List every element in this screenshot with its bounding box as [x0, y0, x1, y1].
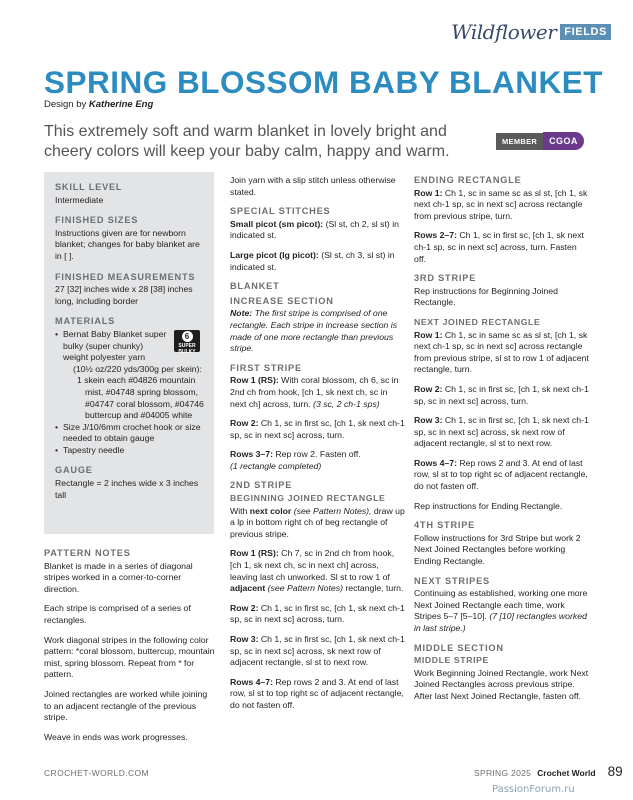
paragraph: Large picot (lg picot): (Sl st, ch 3, sl st) in indicated st.: [230, 249, 395, 272]
pattern-notes-heading: PATTERN NOTES: [44, 548, 131, 558]
sidebar: [44, 172, 214, 534]
first-stripe-heading: FIRST STRIPE: [230, 362, 302, 373]
paragraph: Weave in ends was work progresses.: [44, 731, 188, 742]
paragraph: Row 2: Ch 1, sc in first sc, [ch 1, sk next ch-1 sp, sc in next sc] across, turn.: [230, 602, 405, 625]
next-joined-rectangle-heading: NEXT JOINED RECTANGLE: [414, 316, 541, 327]
intro-text: This extremely soft and warm blanket in lovely bright and cheery colors will keep your baby calm, happy and warm.: [44, 123, 450, 160]
column-3: [414, 175, 590, 711]
paragraph: Join yarn with a slip stitch unless otherwise stated.: [230, 175, 396, 197]
special-stitches-heading: SPECIAL STITCHES: [230, 206, 331, 217]
member-label: MEMBER: [496, 133, 543, 150]
middle-section-heading: MIDDLE SECTION: [414, 642, 504, 653]
paragraph: Row 1: Ch 1, sc in same sc as sl st, [ch 1, sk next ch-1 sp, sc in next sc] across rectangle from previous stripe, sl st to row 1 of adjacent rectangle, turn.: [414, 329, 589, 375]
ending-rectangle-heading: ENDING RECTANGLE: [414, 175, 522, 185]
paragraph: Work diagonal stripes in the following color pattern: *coral blossom, buttercup, mountain mist, spring blossom. Repeat from * for pattern.: [44, 634, 215, 680]
paragraph: Joined rectangles are worked while joining to an adjacent rectangle of the previous stripe.: [44, 688, 208, 723]
middle-stripe-heading: MIDDLE STRIPE: [414, 655, 489, 666]
paragraph: Each stripe is comprised of a series of rectangles.: [44, 603, 191, 625]
beginning-joined-rectangle-heading: BEGINNING JOINED RECTANGLE: [230, 493, 386, 504]
increase-section-heading: INCREASE SECTION: [230, 295, 334, 306]
skill-level-text: Intermediate: [55, 194, 104, 205]
paragraph: Note: The first stripe is comprised of one rectangle. Each stripe in increase section is made of one more rectangle than previous stripe.: [230, 308, 398, 354]
gauge-text: Rectangle = 2 inches wide x 3 inches tall: [55, 478, 199, 500]
finished-sizes-heading: FINISHED SIZES: [55, 215, 139, 226]
finished-measurements-heading: FINISHED MEASUREMENTS: [55, 271, 196, 282]
paragraph: Rows 2–7: Ch 1, sc in first sc, [ch 1, sk next ch-1 sp, sc in next sc] across, turn. Fasten off.: [414, 230, 584, 264]
brand-logo: [451, 20, 611, 44]
footer-magazine: Crochet World: [537, 768, 596, 778]
next-stripes-heading: NEXT STRIPES: [414, 575, 490, 586]
blanket-heading: BLANKET: [230, 281, 280, 292]
finished-measurements-text: 27 [32] inches wide x 28 [38] inches long, including border: [55, 284, 193, 306]
list-item: • Size J/10/6mm crochet hook or size needed to obtain gauge: [55, 422, 204, 445]
page-number: 89: [607, 764, 623, 779]
third-stripe-heading: 3RD STRIPE: [414, 273, 477, 284]
pattern-notes: [44, 548, 216, 751]
finished-sizes-text: Instructions given are for newborn blanket; changes for baby blanket are in [ ].: [55, 227, 200, 261]
member-badge: [496, 130, 596, 152]
designer-credit: Design by Katherine Eng: [44, 99, 154, 110]
cgoa-logo: CGOA: [543, 132, 584, 150]
paragraph: Rows 3–7: Rep row 2. Fasten off. (1 rectangle completed): [230, 449, 361, 471]
footer-site: CROCHET-WORLD.COM: [44, 768, 150, 778]
paragraph: Rows 4–7: Rep rows 2 and 3. At end of last row, sl st to top right sc of adjacent rectangle, do not fasten off.: [414, 457, 588, 492]
paragraph: Work Beginning Joined Rectangle, work Next Joined Rectangles across previous stripe. After last Next Joined Rectangle, fasten off.: [414, 667, 589, 701]
list-item: • 6 SUPER BULKY Bernat Baby Blanket super bulky (super chunky) weight polyester yarn (10½ oz/220 yds/300g per skein): 1 skein each #04826 mountain mist, #04748 spring blossom, #04747 coral blossom, #04746 buttercup and #04005 white: [55, 329, 204, 422]
designer-name: Katherine Eng: [88, 99, 154, 110]
fourth-stripe-heading: 4TH STRIPE: [414, 520, 476, 531]
skill-level-heading: SKILL LEVEL: [55, 182, 123, 192]
paragraph: Row 1 (RS): Ch 7, sc in 2nd ch from hook, [ch 1, sk next ch, sc in next ch] across, leaving last ch unworked. Sl st to row 1 of adjacent (see Pattern Notes) rectangle, turn.: [230, 548, 404, 594]
column-2: [230, 175, 405, 720]
yarn-weight-icon: • 6 SUPER BULKY: [174, 330, 200, 352]
footer-folio: [474, 764, 623, 779]
paragraph: Row 1: Ch 1, sc in same sc as sl st, [ch 1, sk next ch-1 sp, sc in next sc] across rectangle from previous stripe, turn.: [414, 187, 588, 221]
paragraph: Row 1 (RS): With coral blossom, ch 6, sc in 2nd ch from hook, [ch 1, sk next ch, sc in next ch] across, turn. (3 sc, 2 ch-1 sps): [230, 375, 399, 409]
paragraph: Row 2: Ch 1, sc in first sc, [ch 1, sk next ch-1 sp, sc in next sc] across, turn.: [230, 418, 405, 440]
paragraph: Follow instructions for 3rd Stripe but work 2 Next Joined Rectangles before working Ending Rectangle.: [414, 532, 581, 567]
paragraph: Rep instructions for Ending Rectangle.: [414, 500, 563, 511]
paragraph: Rep instructions for Beginning Joined Rectangle.: [414, 285, 558, 308]
gauge-heading: GAUGE: [55, 465, 93, 476]
paragraph: Rows 4–7: Rep rows 2 and 3. At end of last row, sl st to top right sc of adjacent rectangle, do not fasten off.: [230, 676, 404, 710]
footer-season: SPRING 2025: [474, 768, 532, 778]
brand-fields: FIELDS: [560, 24, 611, 40]
paragraph: Continuing as established, working one more Next Joined Rectangle each time, work Stripes 5–7 [5–10]. (7 [10] rectangles worked in last stripe.): [414, 588, 588, 633]
materials-list: [55, 329, 204, 457]
second-stripe-heading: 2ND STRIPE: [230, 480, 293, 491]
paragraph: Small picot (sm picot): (Sl st, ch 2, sl st) in indicated st.: [230, 218, 399, 241]
paragraph: Row 3: Ch 1, sc in first sc, [ch 1, sk next ch-1 sp, sc in next sc] across, sk next row of adjacent rectangle, sl st to next row.: [414, 415, 589, 449]
paragraph: Row 2: Ch 1, sc in first sc, [ch 1, sk next ch-1 sp, sc in next sc] across, turn.: [414, 383, 589, 406]
paragraph: With next color (see Pattern Notes), draw up a lp in bottom right ch of beg rectangle of previous stripe.: [230, 505, 405, 539]
materials-heading: MATERIALS: [55, 316, 116, 327]
watermark: PassionForum.ru: [492, 784, 575, 795]
page-title: SPRING BLOSSOM BABY BLANKET: [44, 64, 603, 100]
brand-script: Wildflower: [451, 20, 557, 44]
list-item: • Tapestry needle: [55, 445, 204, 457]
paragraph: Blanket is made in a series of diagonal stripes worked in a corner-to-corner direction.: [44, 560, 193, 594]
paragraph: Row 3: Ch 1, sc in first sc, [ch 1, sk next ch-1 sp, sc in next sc] across, sk next row of adjacent rectangle, sl st to next row.: [230, 634, 405, 668]
